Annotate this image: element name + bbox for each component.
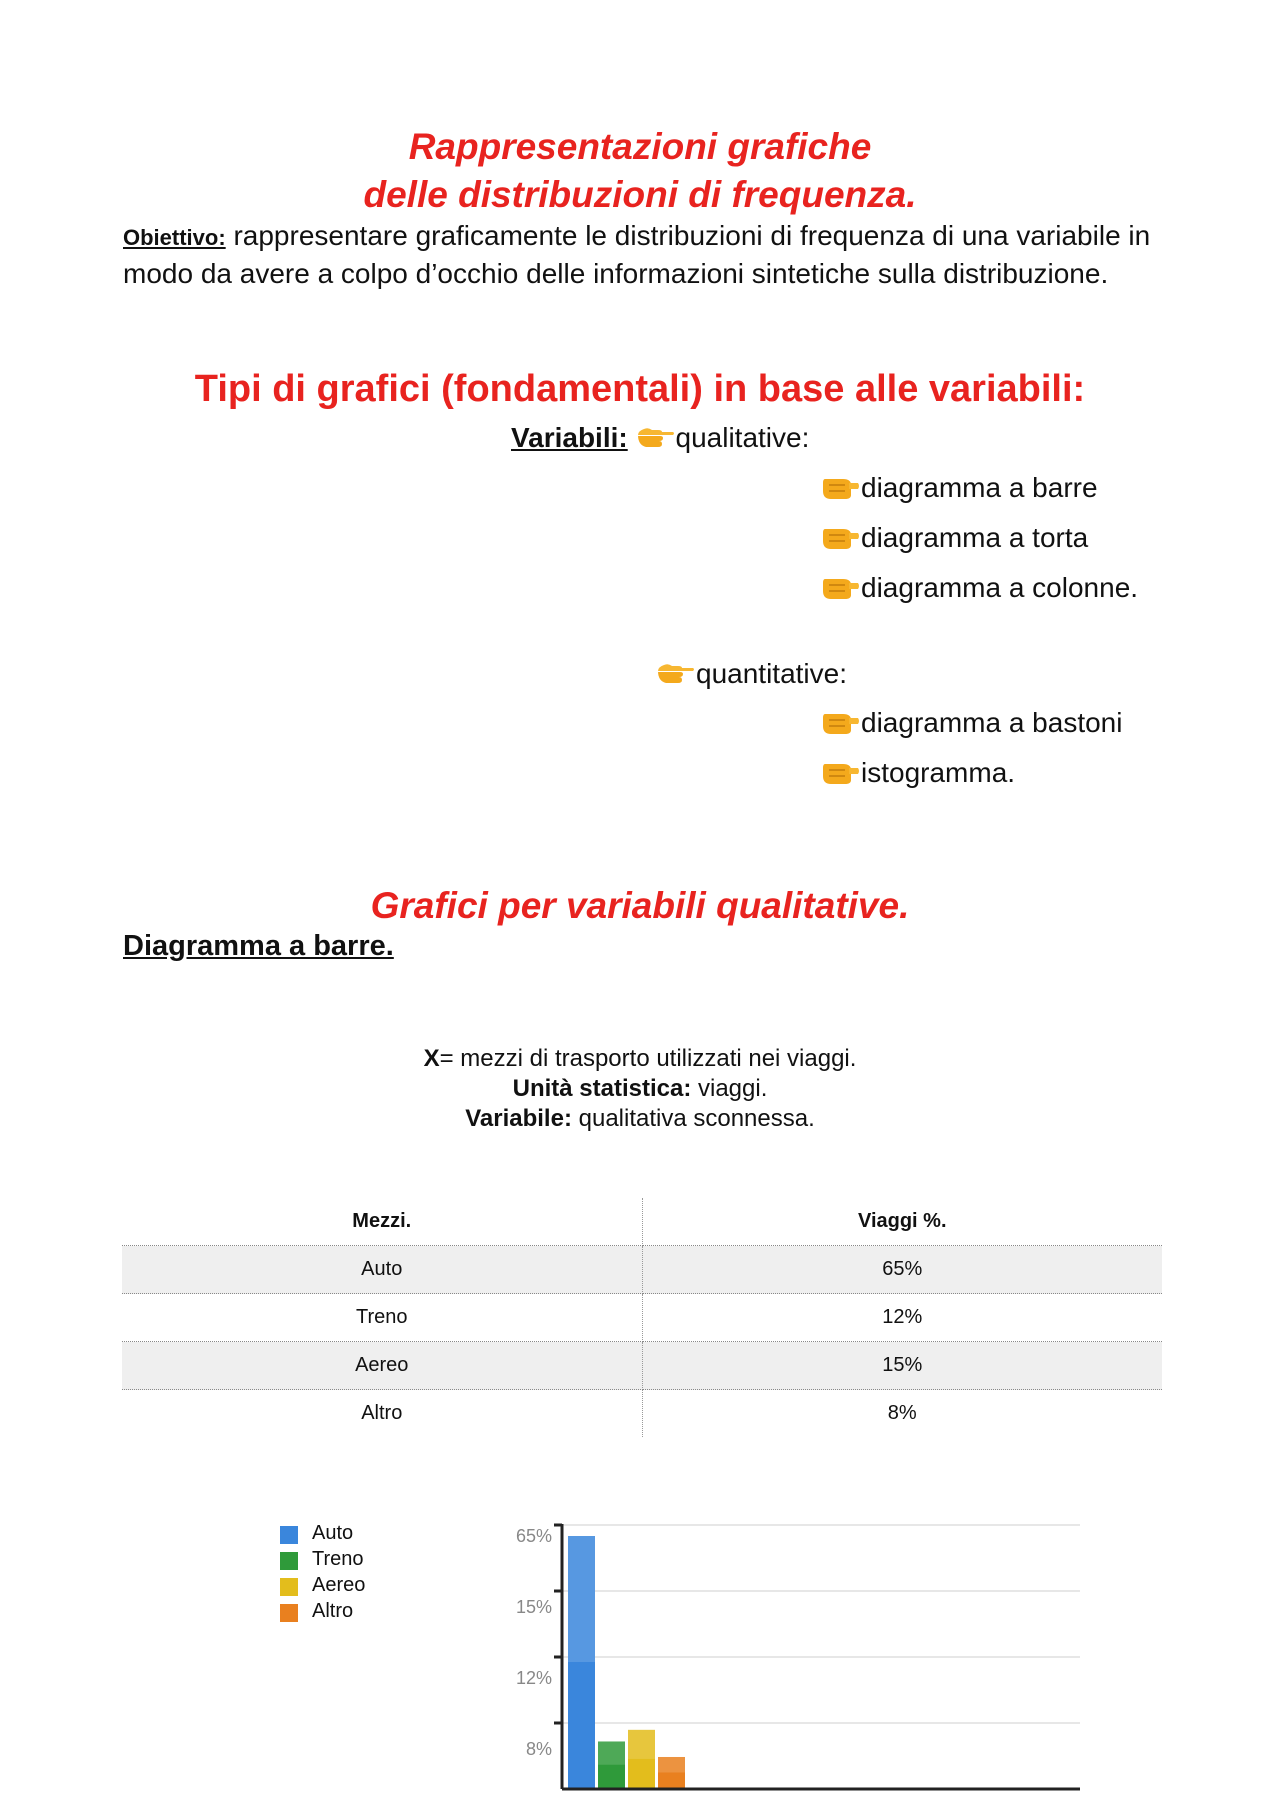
bar-altro: [658, 1757, 685, 1788]
table-cell-percent: 65%: [642, 1246, 1162, 1294]
table-row: [122, 1294, 1162, 1342]
table-cell-percent: 15%: [642, 1342, 1162, 1390]
page-title-line-2: delle distribuzioni di frequenza.: [363, 174, 917, 215]
y-tick-label: 65%: [515, 1526, 552, 1546]
quantitative-label: quantitative:: [696, 658, 847, 689]
table-row: [122, 1342, 1162, 1390]
bar-highlight: [568, 1536, 595, 1662]
qualitative-item-2: [821, 520, 1088, 556]
x-definition: [0, 1044, 1280, 1074]
types-section-title: Tipi di grafici (fondamentali) in base alle variabili:: [194, 368, 1086, 410]
qualitative-label: qualitative:: [675, 422, 810, 453]
qualitative-section-title: Grafici per variabili qualitative.: [370, 885, 910, 926]
fist-hand-icon: [821, 523, 861, 551]
legend-label: Altro: [312, 1600, 354, 1622]
legend-swatch: [280, 1604, 298, 1622]
legend-label: Auto: [312, 1522, 354, 1544]
table-cell-percent: 8%: [887, 1402, 917, 1424]
unit-definition: [0, 1074, 1280, 1104]
bar-highlight: [628, 1730, 655, 1759]
fist-hand-icon: [821, 473, 861, 501]
table-cell-mezzo: Treno: [122, 1294, 642, 1342]
bar-highlight: [658, 1757, 685, 1773]
table-row: [122, 1390, 1162, 1438]
objective-paragraph: [123, 218, 1173, 292]
legend-swatch: [280, 1552, 298, 1570]
qualitative-item-1: [821, 470, 1098, 506]
table-cell-mezzo: Altro: [122, 1390, 642, 1438]
unit-label: Unità statistica:: [512, 1075, 692, 1102]
page-title-line-1: Rappresentazioni grafiche: [408, 126, 872, 167]
table-cell-percent: 12%: [642, 1294, 1162, 1342]
table-header-mezzi: Mezzi.: [122, 1198, 642, 1246]
chart-ticks: [516, 1525, 562, 1759]
qualitative-item-3: [821, 570, 1138, 606]
table-cell-mezzo: Aereo: [122, 1342, 642, 1390]
quantitative-item-label: diagramma a bastoni: [861, 707, 1123, 738]
chart-bars: [568, 1536, 685, 1788]
x-text: = mezzi di trasporto utilizzati nei viaggi.: [439, 1045, 857, 1072]
y-tick-label: 12%: [515, 1668, 552, 1688]
qualitative-item-label: diagramma a barre: [861, 472, 1098, 503]
y-tick-label: 15%: [515, 1597, 552, 1617]
quantitative-item-label: istogramma.: [861, 757, 1016, 788]
variables-label: Variabili:: [511, 422, 628, 453]
qualitative-item-label: diagramma a colonne.: [861, 572, 1139, 603]
quantitative-item-2: [821, 755, 1015, 791]
objective-label: Obiettivo:: [123, 225, 226, 250]
pointing-hand-icon: [656, 659, 696, 687]
table-header-viaggi: Viaggi %.: [642, 1198, 1162, 1246]
legend-label: Treno: [312, 1548, 364, 1570]
bar-treno: [598, 1741, 625, 1788]
legend-swatch: [280, 1526, 298, 1544]
x-label: X: [423, 1045, 440, 1072]
table-header-row: [122, 1198, 1162, 1246]
objective-text: rappresentare graficamente le distribuzioni di frequenza di una variabile in modo da avere a colpo d’occhio delle informazioni sintetiche sulla distribuzione.: [123, 220, 1151, 289]
unit-text: viaggi.: [691, 1075, 768, 1102]
table-row: [122, 1246, 1162, 1294]
bar-highlight: [598, 1741, 625, 1764]
variables-row: [511, 420, 809, 456]
quantitative-item-1: [821, 705, 1122, 741]
variable-text: qualitativa sconnessa.: [571, 1105, 815, 1132]
variable-label: Variabile:: [465, 1105, 572, 1132]
fist-hand-icon: [821, 758, 861, 786]
pointing-hand-icon: [636, 423, 676, 451]
quantitative-row: [656, 656, 847, 692]
chart-grid: [562, 1525, 1080, 1723]
fist-hand-icon: [821, 573, 861, 601]
legend-swatch: [280, 1578, 298, 1596]
y-tick-label: 8%: [525, 1739, 552, 1759]
frequency-table: [122, 1198, 1162, 1437]
legend-label: Aereo: [312, 1574, 366, 1596]
bar-aereo: [628, 1730, 655, 1788]
bar-chart: [500, 1510, 1100, 1800]
variable-definition: [0, 1104, 1280, 1134]
table-cell-mezzo: Auto: [122, 1246, 642, 1294]
bar-auto: [568, 1536, 595, 1788]
fist-hand-icon: [821, 708, 861, 736]
qualitative-item-label: diagramma a torta: [861, 522, 1089, 553]
bar-diagram-subheading: Diagramma a barre.: [123, 930, 394, 962]
